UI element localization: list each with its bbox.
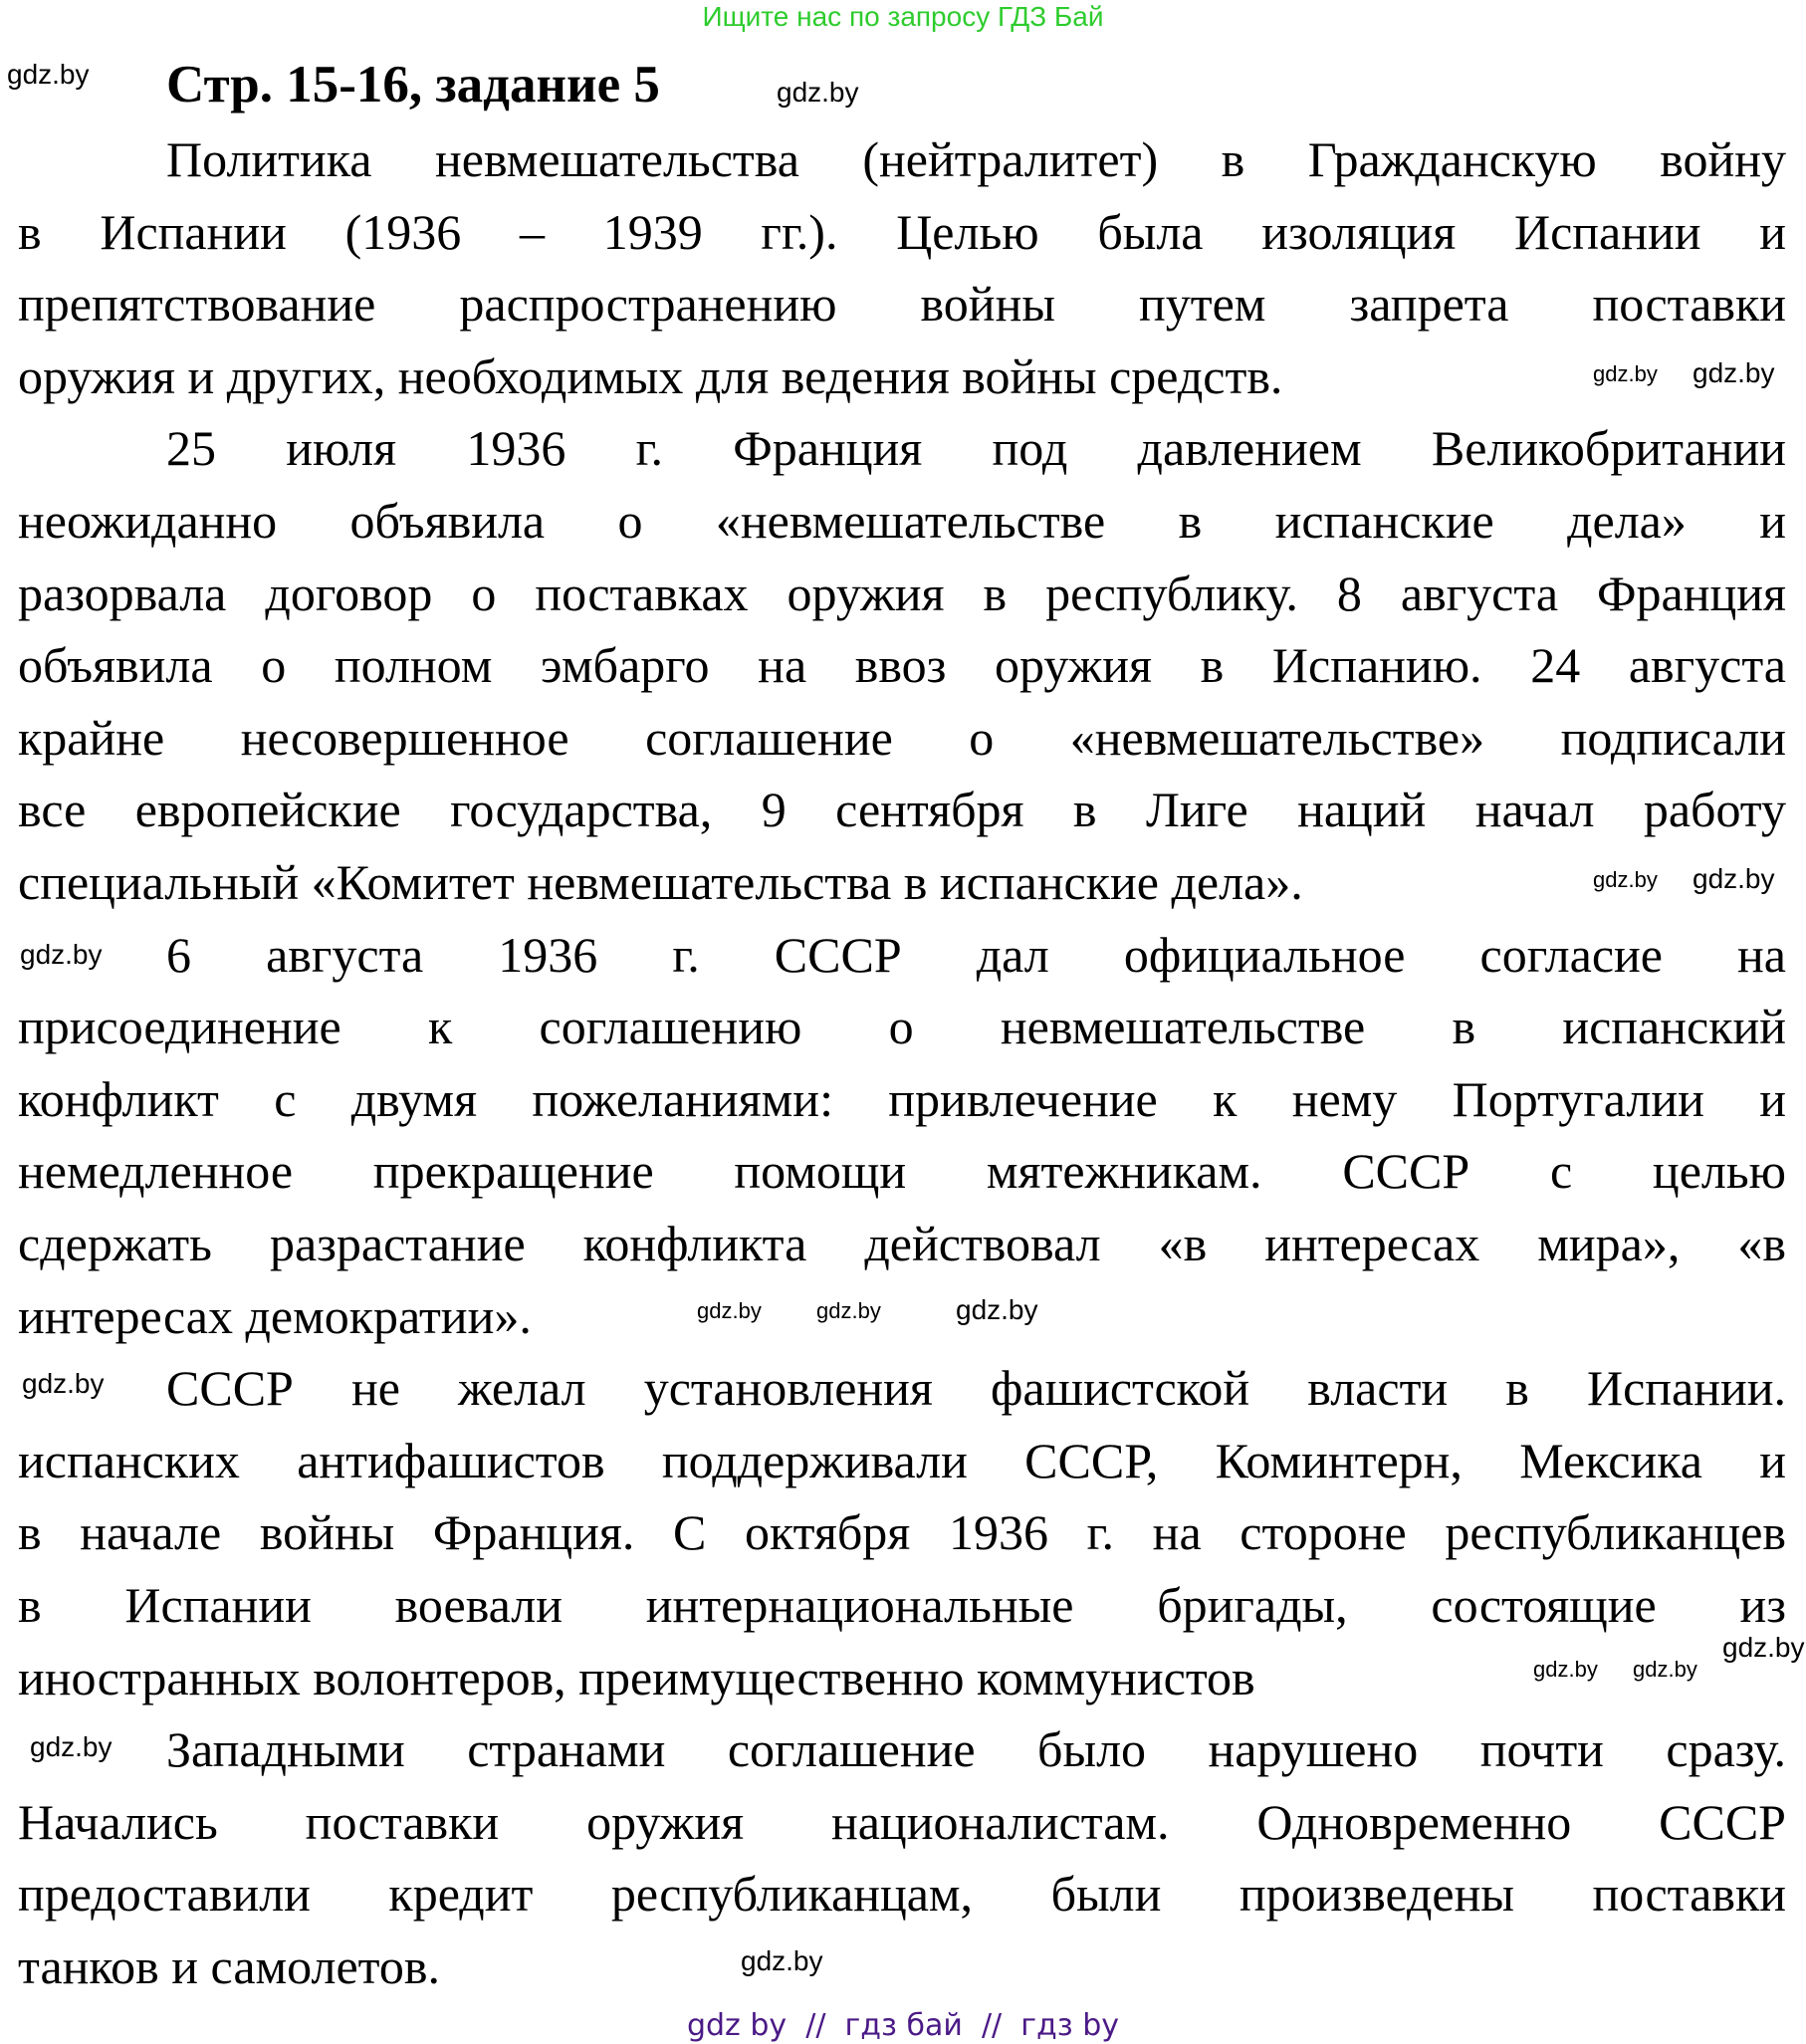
text-line: немедленное прекращение помощи мятежникам. СССР с целью xyxy=(18,1143,1786,1200)
watermark: gdz.by xyxy=(1722,1632,1805,1663)
text-line: предоставили кредит республиканцам, были произведены поставки xyxy=(18,1866,1786,1923)
watermark: gdz.by xyxy=(22,1368,105,1399)
text-line: в Испании воевали интернациональные бригады, состоящие из xyxy=(18,1577,1786,1633)
watermark: gdz.by xyxy=(1693,863,1775,894)
text-line: все европейские государства, 9 сентября в Лиге наций начал работу xyxy=(18,782,1786,838)
watermark: gdz.by xyxy=(956,1294,1038,1325)
text-line: интересах демократии». xyxy=(18,1287,532,1344)
page-title: Стр. 15-16, задание 5 xyxy=(166,56,660,114)
text-line: разорвала договор о поставках оружия в республику. 8 августа Франция xyxy=(18,565,1786,621)
text-line: неожиданно объявила о «невмешательстве в испанские дела» и xyxy=(18,493,1786,549)
text-line: 6 августа 1936 г. СССР дал официальное согласие на xyxy=(166,926,1786,983)
text-line: СССР не желал установления фашистской власти в Испании. xyxy=(166,1360,1786,1417)
watermark: gdz.by xyxy=(20,939,103,970)
watermark: gdz.by xyxy=(741,1945,823,1976)
text-line: присоединение к соглашению о невмешательстве в испанский xyxy=(18,999,1786,1055)
text-line: препятствование распространению войны путем запрета поставки xyxy=(18,276,1786,333)
watermark: gdz.by xyxy=(777,77,859,108)
watermark: gdz.by xyxy=(1533,1657,1598,1682)
text-line: в начале войны Франция. С октября 1936 г. на стороне республиканцев xyxy=(18,1504,1786,1561)
search-banner[interactable]: Ищите нас по запросу ГДЗ Бай xyxy=(702,1,1104,32)
text-line: объявила о полном эмбарго на ввоз оружия в Испанию. 24 августа xyxy=(18,637,1786,694)
watermark: gdz.by xyxy=(1693,357,1775,388)
footer-links[interactable]: gdz by // гдз бай // гдз by xyxy=(686,2008,1120,2043)
text-line: испанских антифашистов поддерживали СССР, Коминтерн, Мексика и xyxy=(18,1432,1786,1488)
text-line: специальный «Комитет невмешательства в испанские дела». xyxy=(18,854,1303,910)
text-line: крайне несовершенное соглашение о «невмешательстве» подписали xyxy=(18,709,1786,766)
text-line: танков и самолетов. xyxy=(18,1938,440,1994)
watermark: gdz.by xyxy=(1593,867,1658,892)
text-line: в Испании (1936 – 1939 гг.). Целью была изоляция Испании и xyxy=(18,203,1786,260)
text-line: иностранных волонтеров, преимущественно коммунистов xyxy=(18,1649,1255,1705)
watermark: gdz.by xyxy=(7,59,90,90)
watermark: gdz.by xyxy=(1633,1657,1697,1682)
text-line: 25 июля 1936 г. Франция под давлением Великобритании xyxy=(166,420,1786,477)
watermark: gdz.by xyxy=(697,1298,762,1323)
text-line: Западными странами соглашение было нарушено почти сразу. xyxy=(166,1721,1786,1778)
text-line: оружия и других, необходимых для ведения войны средств. xyxy=(18,347,1283,404)
watermark: gdz.by xyxy=(1593,361,1658,386)
watermark: gdz.by xyxy=(816,1298,881,1323)
text-line: сдержать разрастание конфликта действовал «в интересах мира», «в xyxy=(18,1216,1786,1271)
text-line: Политика невмешательства (нейтралитет) в Гражданскую войну xyxy=(166,131,1786,187)
text-line: конфликт с двумя пожеланиями: привлечение к нему Португалии и xyxy=(18,1070,1786,1127)
text-line: Начались поставки оружия националистам. Одновременно СССР xyxy=(18,1793,1786,1850)
watermark: gdz.by xyxy=(30,1731,113,1762)
